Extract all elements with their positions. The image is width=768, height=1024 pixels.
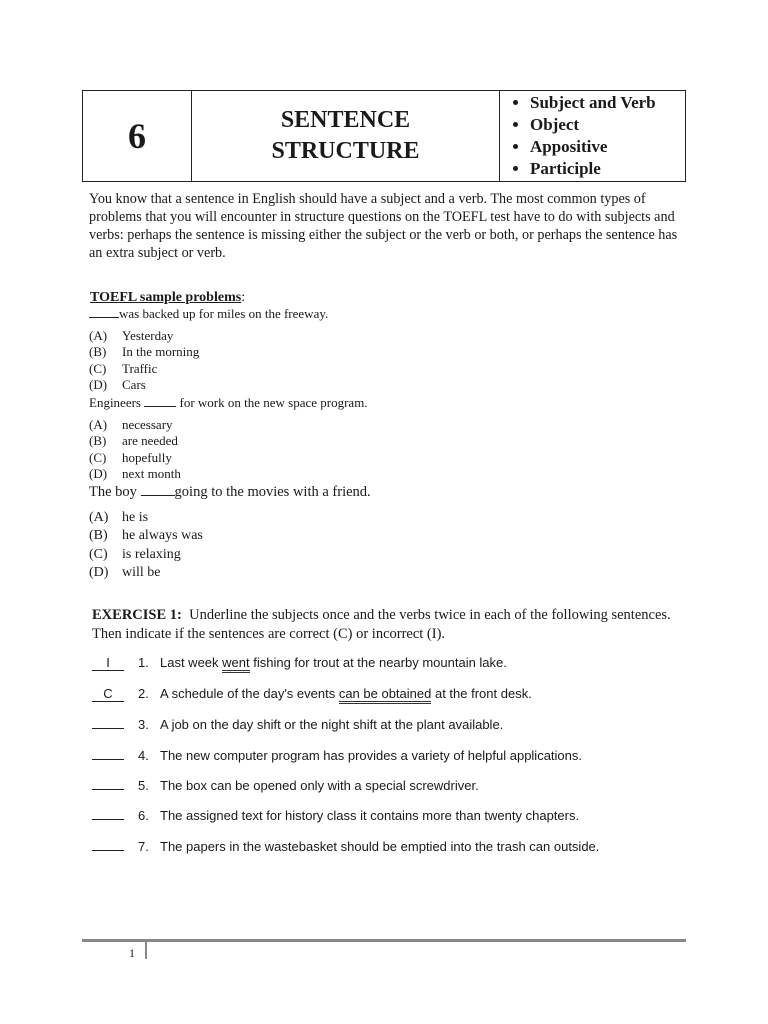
- exercise-item-2: [92, 686, 532, 702]
- item-number: 6.: [138, 808, 149, 823]
- chapter-header: [82, 90, 686, 182]
- option-text: In the morning: [122, 344, 200, 360]
- option-row: [89, 377, 199, 393]
- option-letter: (D): [89, 376, 108, 392]
- option-row: [89, 466, 181, 482]
- option-text: he is: [122, 510, 149, 525]
- sentence-text: A job on the day shift or the night shift at the plant available.: [160, 717, 504, 732]
- options-2: [89, 417, 181, 482]
- option-text: next month: [122, 465, 181, 481]
- exercise-item-1: [92, 655, 507, 671]
- option-row: [89, 527, 203, 545]
- option-letter: (A): [89, 328, 108, 343]
- sentence-text: fishing for trout at the nearby mountain lake.: [249, 655, 507, 670]
- option-row: [89, 417, 181, 433]
- topic-item: • Object: [530, 114, 685, 136]
- exercise-item-5: [92, 778, 479, 793]
- answer-blank[interactable]: [92, 728, 124, 729]
- option-text: will be: [122, 564, 161, 580]
- chapter-title-line2: STRUCTURE: [271, 138, 420, 164]
- answer-blank: [89, 317, 119, 318]
- item-number: 1.: [138, 655, 149, 670]
- chapter-title-line1: SENTENCE: [280, 107, 411, 133]
- option-row: [89, 564, 203, 582]
- topic-item: • Appositive: [530, 136, 685, 158]
- item-number: 2.: [138, 686, 149, 701]
- page-number: 1: [129, 946, 135, 960]
- option-letter: (D): [89, 564, 109, 580]
- verb-underlined: can be obtained: [339, 686, 432, 704]
- chapter-title: [192, 91, 500, 182]
- item-number: 3.: [138, 717, 149, 732]
- footer-divider: [145, 939, 147, 959]
- option-text: necessary: [122, 417, 173, 432]
- option-letter: (C): [89, 360, 107, 376]
- answer-blank[interactable]: I: [92, 656, 124, 671]
- sentence-text: The box can be opened only with a special screwdriver.: [160, 778, 479, 793]
- answer-blank[interactable]: [92, 850, 124, 851]
- sentence-text: The papers in the wastebasket should be emptied into the trash can outside.: [160, 839, 600, 854]
- option-row: [89, 546, 203, 564]
- option-text: is relaxing: [122, 546, 181, 562]
- exercise-label: EXERCISE 1:: [92, 607, 182, 623]
- sample-problems-title: [90, 290, 245, 306]
- option-row: [89, 361, 199, 377]
- sentence-text: at the front desk.: [431, 686, 532, 701]
- question-text: going to the movies with a friend.: [174, 484, 371, 500]
- option-row: [89, 344, 199, 360]
- sample-title-colon: :: [241, 290, 246, 305]
- sentence-text: A schedule of the day's events: [160, 686, 339, 701]
- item-number: 4.: [138, 748, 149, 763]
- option-text: hopefully: [122, 449, 172, 465]
- option-text: are needed: [122, 433, 178, 449]
- option-letter: (A): [89, 417, 108, 432]
- topic-list: [500, 91, 686, 182]
- option-letter: (B): [89, 344, 107, 360]
- sample-question-2: [89, 395, 368, 411]
- question-text: for work on the new space program.: [179, 395, 368, 410]
- question-text: was backed up for miles on the freeway.: [119, 306, 329, 321]
- option-letter: (C): [89, 546, 108, 562]
- question-text-before: The boy: [89, 484, 137, 500]
- option-text: he always was: [122, 528, 203, 544]
- verb-underlined: went: [222, 655, 249, 673]
- chapter-number: 6: [83, 91, 192, 182]
- item-number: 5.: [138, 778, 149, 793]
- question-text-before: Engineers: [89, 395, 141, 410]
- options-3: [89, 509, 203, 582]
- item-number: 7.: [138, 839, 149, 854]
- option-text: Yesterday: [122, 328, 174, 343]
- options-1: [89, 328, 199, 393]
- intro-paragraph: You know that a sentence in English should have a subject and a verb. The most common types of problems that you will encounter in structure questions on the TOEFL test have to do with subjects and verbs: perhaps the sentence is missing either the subject or the verb or both, or perhaps the sentence has an extra subject or verb.: [89, 191, 678, 261]
- sample-title-text: TOEFL sample problems: [90, 290, 242, 305]
- exercise-item-4: [92, 748, 582, 763]
- option-letter: (D): [89, 465, 108, 481]
- topic-item: • Subject and Verb: [530, 92, 685, 114]
- answer-blank: [144, 406, 176, 407]
- sentence-text: The new computer program has provides a variety of helpful applications.: [160, 748, 582, 763]
- exercise-item-6: [92, 808, 579, 823]
- option-letter: (A): [89, 510, 109, 525]
- answer-blank[interactable]: C: [92, 687, 124, 702]
- option-letter: (B): [89, 528, 108, 544]
- sample-question-1: [89, 306, 328, 322]
- exercise-item-3: [92, 717, 503, 732]
- sample-question-3: [89, 484, 371, 501]
- exercise-item-7: [92, 839, 599, 854]
- footer-rule: [82, 939, 686, 942]
- option-row: [89, 509, 203, 527]
- exercise-instructions: [92, 606, 682, 644]
- topic-item: • Participle: [530, 158, 685, 180]
- option-letter: (C): [89, 449, 107, 465]
- answer-blank: [141, 495, 175, 496]
- sentence-text: Last week: [160, 655, 223, 670]
- answer-blank[interactable]: [92, 759, 124, 760]
- option-text: Traffic: [122, 360, 158, 376]
- sentence-text: The assigned text for history class it contains more than twenty chapters.: [160, 808, 580, 823]
- option-row: [89, 450, 181, 466]
- option-letter: (B): [89, 433, 107, 449]
- exercise-instruction-text: Underline the subjects once and the verbs twice in each of the following sentences. Then indicate if the sentences are correct (C) or incorrect (I).: [92, 607, 671, 642]
- option-text: Cars: [122, 376, 146, 392]
- answer-blank[interactable]: [92, 789, 124, 790]
- option-row: [89, 433, 181, 449]
- option-row: [89, 328, 199, 344]
- answer-blank[interactable]: [92, 819, 124, 820]
